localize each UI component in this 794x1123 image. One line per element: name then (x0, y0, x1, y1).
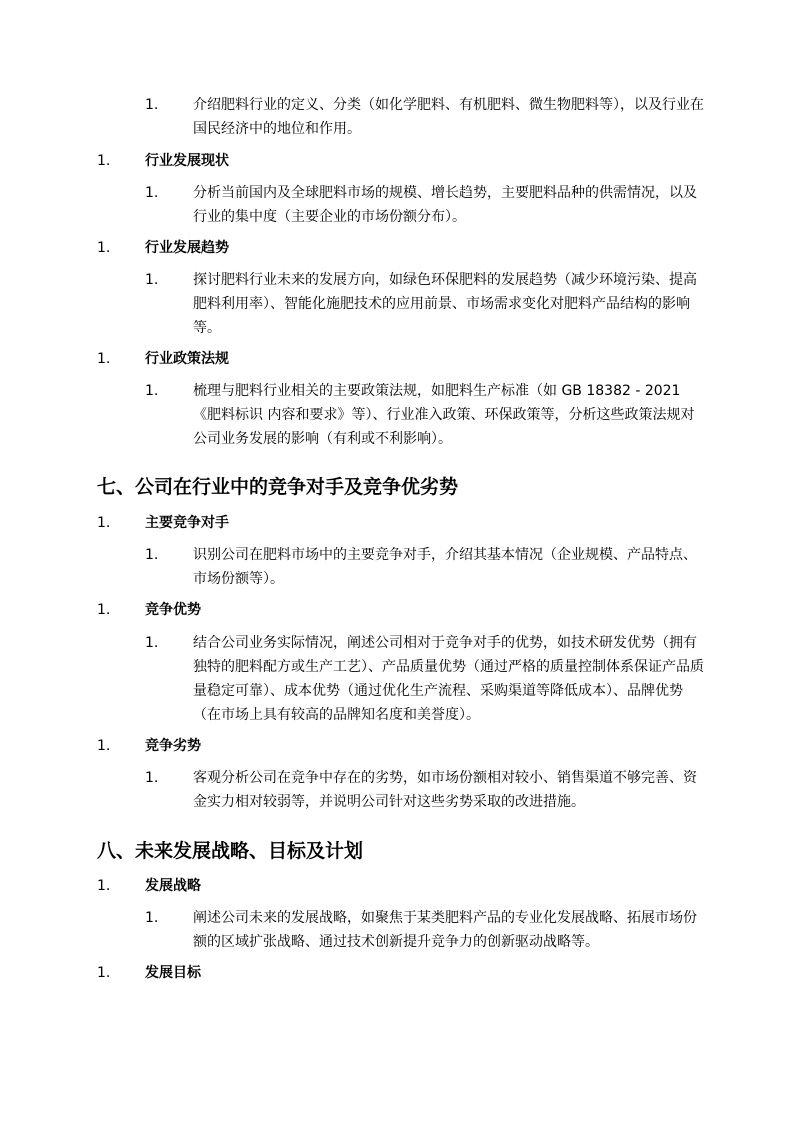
list-marker: 1. (97, 602, 111, 618)
section-item-title: 竞争优势 (145, 602, 201, 618)
list-marker: 1. (145, 635, 159, 651)
section-item-title: 发展战略 (145, 878, 201, 894)
list-item-text: 介绍肥料行业的定义、分类（如化学肥料、有机肥料、微生物肥料等），以及行业在国民经济中的地位和作用。 (193, 97, 704, 137)
list-marker: 1. (97, 738, 111, 754)
section-item-title: 主要竞争对手 (145, 515, 229, 531)
section-item-title: 行业发展趋势 (145, 240, 229, 256)
list-item-text: 识别公司在肥料市场中的主要竞争对手，介绍其基本情况（企业规模、产品特点、市场份额等）。 (193, 547, 697, 587)
section-item-title: 竞争劣势 (145, 738, 201, 754)
section-item-title: 行业发展现状 (145, 153, 229, 169)
list-marker: 1. (145, 272, 159, 288)
list-marker: 1. (97, 515, 111, 531)
list-marker: 1. (145, 910, 159, 926)
list-marker: 1. (97, 965, 111, 981)
list-marker: 1. (97, 878, 111, 894)
section-item-title: 发展目标 (145, 965, 201, 981)
list-item-text: 梳理与肥料行业相关的主要政策法规，如肥料生产标准（如 GB 18382 - 2021《肥料标识 内容和要求》等）、行业准入政策、环保政策等，分析这些政策法规对公司业务发展的影响（有利或不利影响）。 (193, 383, 695, 447)
chapter-heading: 七、公司在行业中的竞争对手及竞争优劣势 (97, 476, 459, 498)
list-marker: 1. (97, 240, 111, 256)
list-item-text: 结合公司业务实际情况，阐述公司相对于竞争对手的优势，如技术研发优势（拥有独特的肥料配方或生产工艺）、产品质量优势（通过严格的质量控制体系保证产品质量稳定可靠）、成本优势（通过优化生产流程、采购渠道等降低成本）、品牌优势（在市场上具有较高的品牌知名度和美誉度）。 (193, 635, 704, 723)
chapter-heading: 八、未来发展战略、目标及计划 (97, 840, 364, 862)
list-marker: 1. (145, 770, 159, 786)
list-marker: 1. (145, 97, 159, 113)
list-marker: 1. (145, 547, 159, 563)
list-item-text: 分析当前国内及全球肥料市场的规模、增长趋势，主要肥料品种的供需情况，以及行业的集中度（主要企业的市场份额分布）。 (193, 185, 697, 225)
list-item-text: 阐述公司未来的发展战略，如聚焦于某类肥料产品的专业化发展战略、拓展市场份额的区域扩张战略、通过技术创新提升竞争力的创新驱动战略等。 (193, 910, 697, 950)
list-item-text: 客观分析公司在竞争中存在的劣势，如市场份额相对较小、销售渠道不够完善、资金实力相对较弱等，并说明公司针对这些劣势采取的改进措施。 (193, 770, 697, 810)
list-marker: 1. (97, 153, 111, 169)
list-marker: 1. (145, 383, 159, 399)
list-marker: 1. (145, 185, 159, 201)
list-item-text: 探讨肥料行业未来的发展方向，如绿色环保肥料的发展趋势（减少环境污染、提高肥料利用率）、智能化施肥技术的应用前景、市场需求变化对肥料产品结构的影响等。 (193, 272, 697, 336)
section-item-title: 行业政策法规 (145, 351, 229, 367)
list-marker: 1. (97, 351, 111, 367)
